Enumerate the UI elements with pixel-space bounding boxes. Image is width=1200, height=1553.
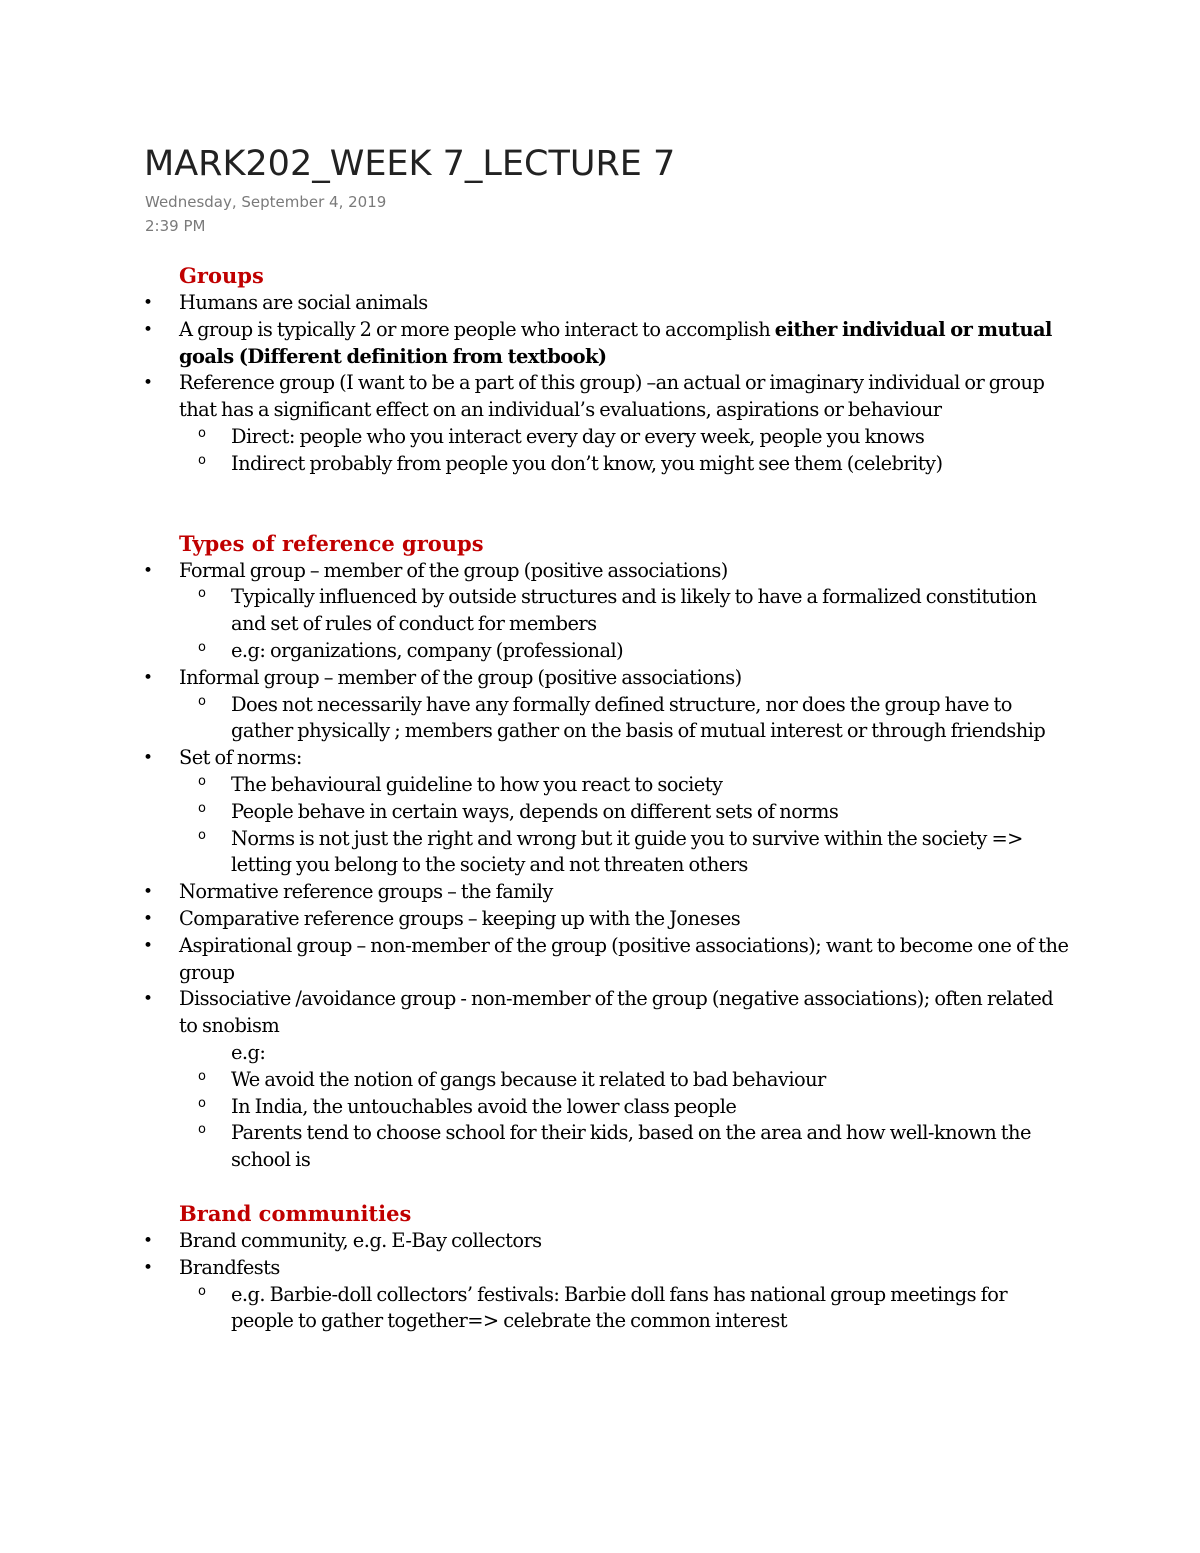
subbullet-formal-structures: o Typically influenced by outside structures and is likely to have a formalized constitution and set of rules of conduct for members — [231, 584, 1051, 638]
bullet-informal-group: • Informal group – member of the group (positive associations) — [179, 665, 1069, 692]
group-definition-bold: either individual or mutual goals (Different definition from textbook) — [179, 317, 1052, 368]
subbullet-norms-guideline: o The behavioural guideline to how you react to society — [231, 772, 1051, 799]
bullet-normative: • Normative reference groups – the family — [179, 879, 1069, 906]
page-date: Wednesday, September 4, 2019 — [145, 193, 387, 211]
section-heading-groups: Groups — [179, 263, 264, 288]
subbullet-direct: o Direct: people who you interact every day or every week, people you knows — [231, 424, 1051, 451]
bullet-group-definition — [179, 317, 1069, 371]
bullet-social-animals: • Humans are social animals — [179, 290, 1069, 317]
dissociative-eg-label: e.g: — [231, 1040, 266, 1064]
group-definition-text: A group is typically 2 or more people who interact to accomplish — [179, 317, 775, 341]
section-heading-brand: Brand communities — [179, 1200, 412, 1226]
bullet-comparative: • Comparative reference groups – keeping up with the Joneses — [179, 906, 1069, 933]
bullet-dissociative: • Dissociative /avoidance group - non-member of the group (negative associations); often related to snobism — [179, 986, 1069, 1040]
subbullet-norms-behave: o People behave in certain ways, depends on different sets of norms — [231, 799, 1051, 826]
bullet-brand-community: • Brand community, e.g. E-Bay collectors — [179, 1228, 1069, 1255]
bullet-reference-group: • Reference group (I want to be a part of this group) –an actual or imaginary individual or group that has a significant effect on an individual’s evaluations, aspirations or behaviour — [179, 370, 1069, 424]
bullet-formal-group: • Formal group – member of the group (positive associations) — [179, 558, 1069, 585]
page-time: 2:39 PM — [145, 217, 206, 235]
subbullet-norms-survive: o Norms is not just the right and wrong but it guide you to survive within the society => letting you belong to the society and not threaten others — [231, 826, 1051, 880]
subbullet-gangs: o We avoid the notion of gangs because it related to bad behaviour — [231, 1067, 1051, 1094]
bullet-set-of-norms: • Set of norms: — [179, 745, 1069, 772]
subbullet-informal-structure: o Does not necessarily have any formally defined structure, nor does the group have to gather physically ; members gather on the basis of mutual interest or through friendship — [231, 692, 1051, 746]
subbullet-parents: o Parents tend to choose school for their kids, based on the area and how well-known the school is — [231, 1120, 1051, 1174]
note-content — [0, 262, 1200, 1335]
subbullet-indirect: o Indirect probably from people you don’t know, you might see them (celebrity) — [231, 451, 1051, 478]
bullet-aspirational: • Aspirational group – non-member of the group (positive associations); want to become one of the group — [179, 933, 1069, 987]
section-heading-types: Types of reference groups — [179, 530, 484, 556]
subbullet-barbie: o e.g. Barbie-doll collectors’ festivals: Barbie doll fans has national group meetings for people to gather together=> celebrate the common interest — [231, 1282, 1051, 1336]
page-title: MARK202_WEEK 7_LECTURE 7 — [144, 144, 676, 184]
subbullet-formal-example: o e.g: organizations, company (professional) — [231, 638, 1051, 665]
subbullet-india: o In India, the untouchables avoid the lower class people — [231, 1094, 1051, 1121]
bullet-brandfests: • Brandfests — [179, 1255, 1069, 1282]
